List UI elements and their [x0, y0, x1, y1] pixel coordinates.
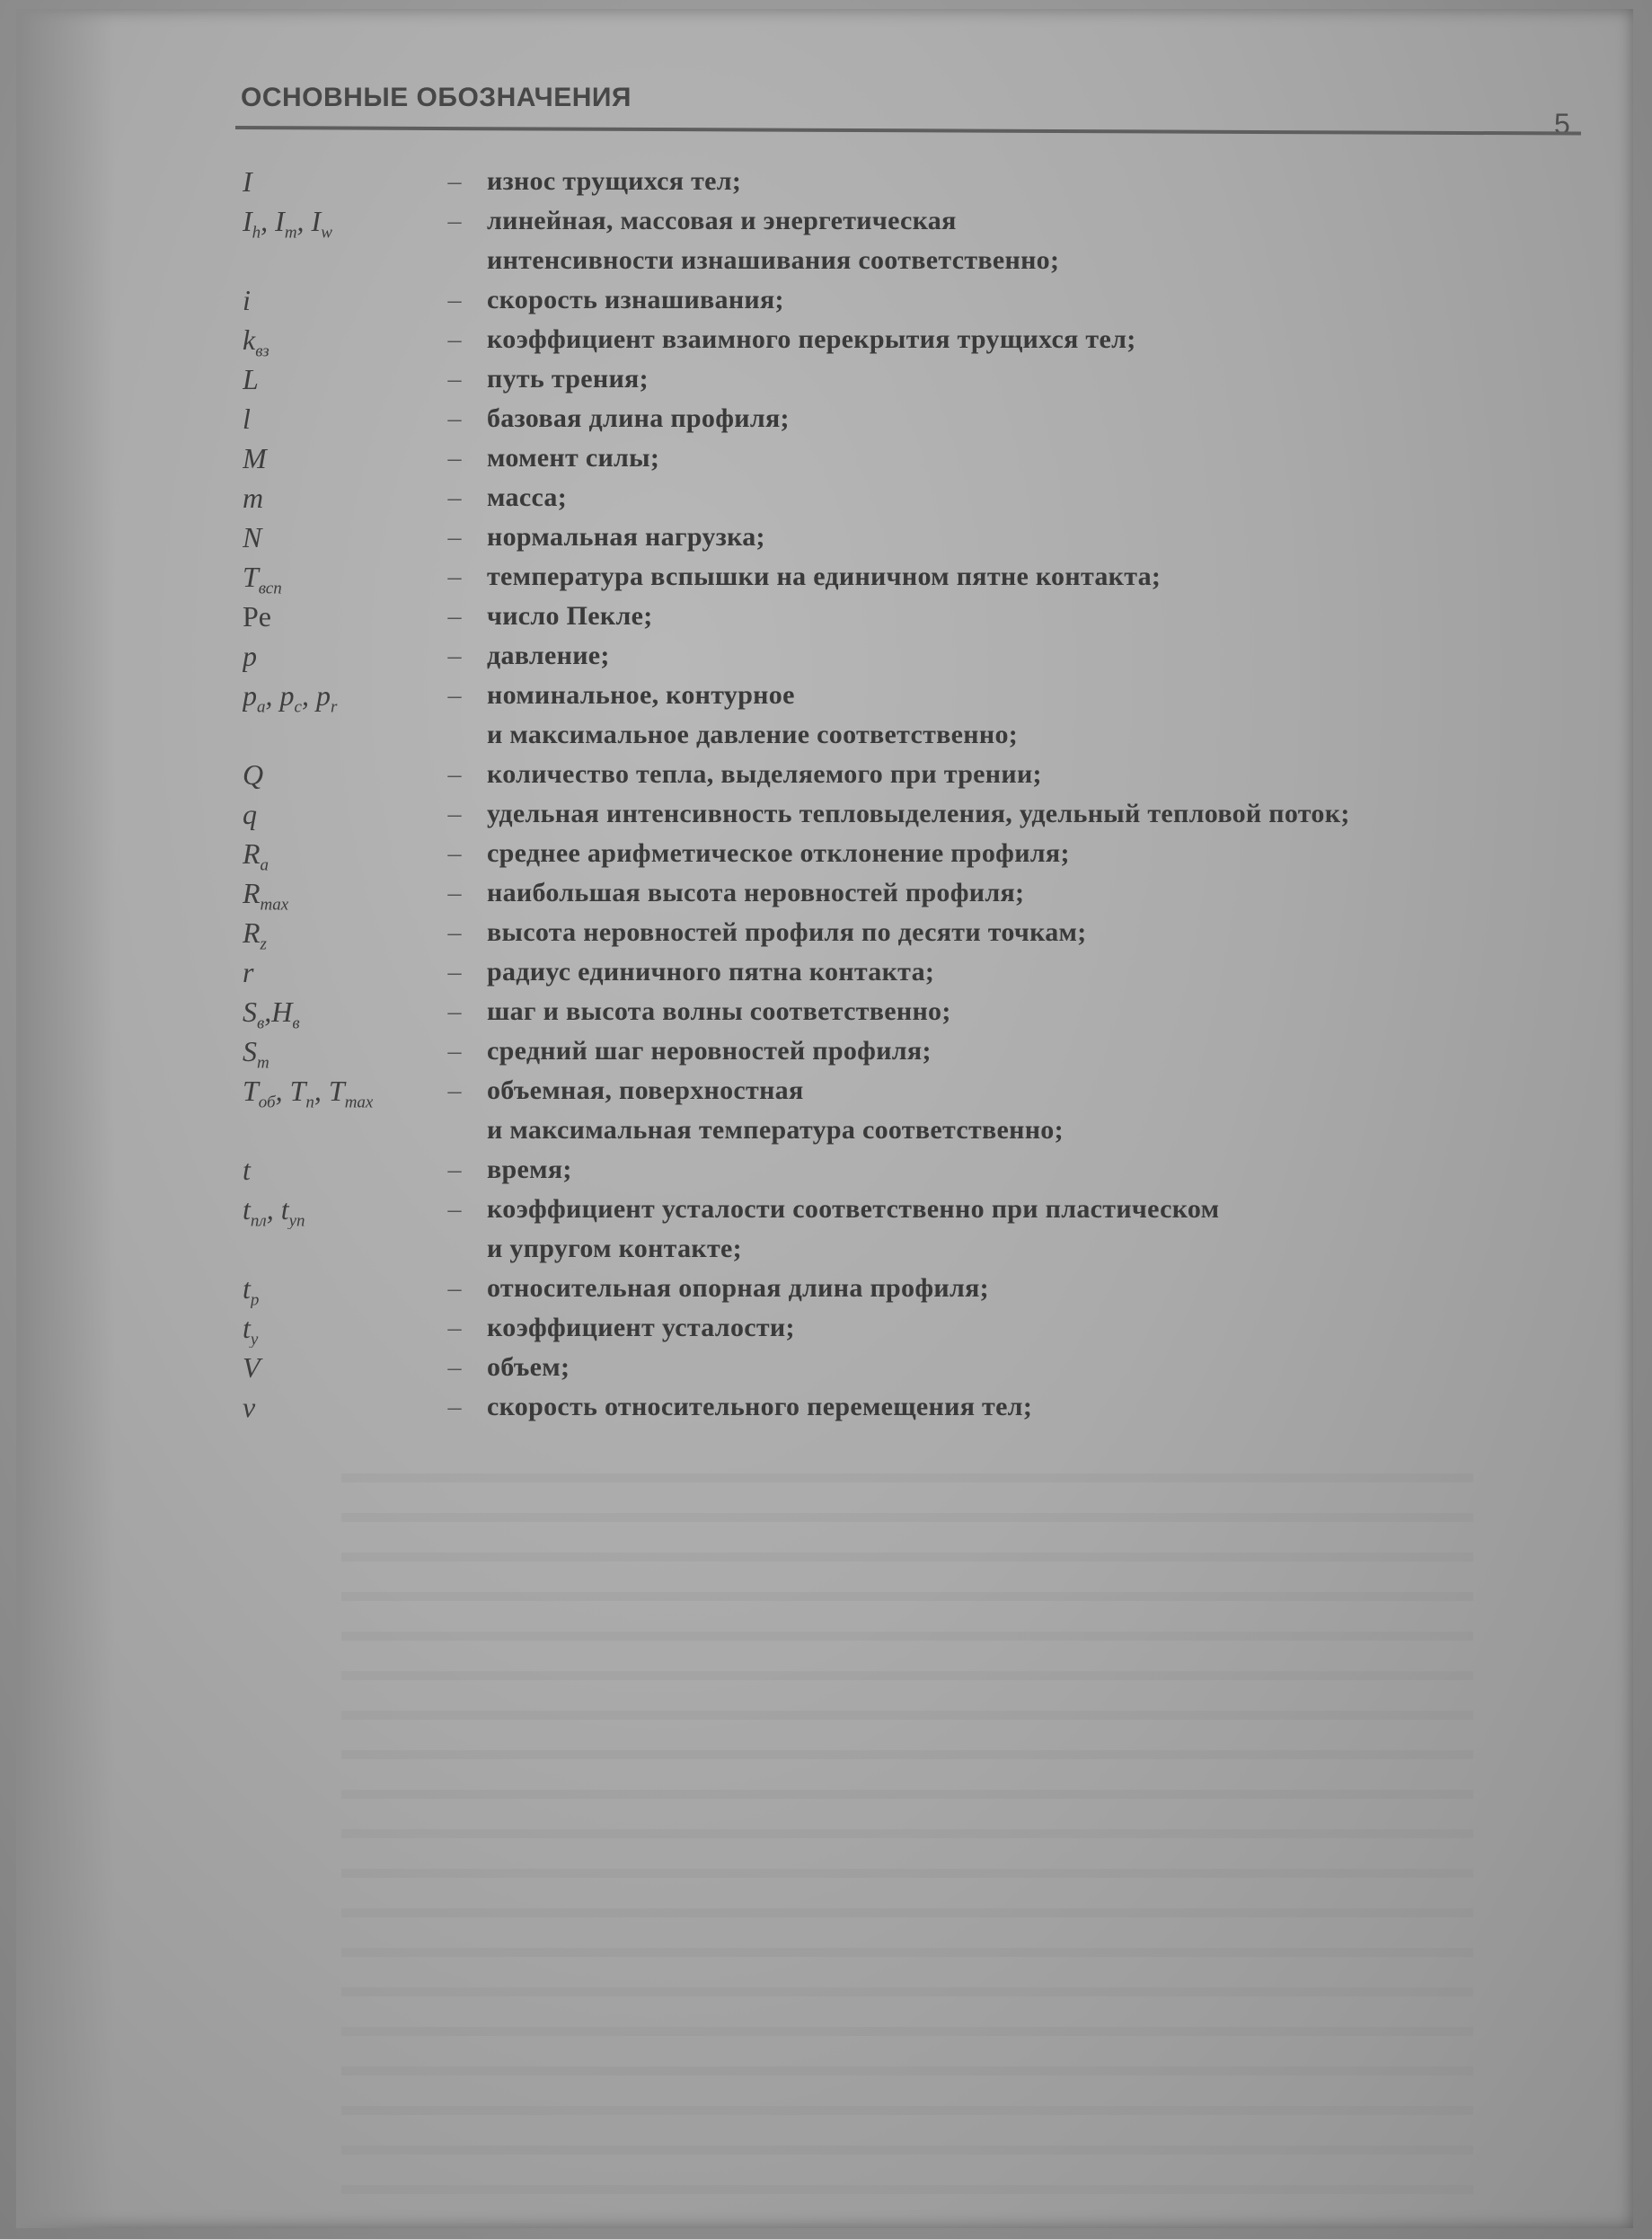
symbol-entry	[243, 1387, 1572, 1427]
description-line: средний шаг неровностей профиля;	[487, 1036, 932, 1066]
symbol-letter: p	[243, 679, 257, 712]
symbol-subscript: max	[344, 1093, 374, 1111]
symbol-entry	[243, 162, 1572, 201]
running-title: ОСНОВНЫЕ ОБОЗНАЧЕНИЯ	[241, 83, 632, 112]
symbol-letter: R	[243, 837, 261, 870]
symbol-letter: M	[243, 442, 267, 474]
dash-separator: –	[447, 878, 462, 907]
description-line: высота неровностей профиля по десяти точкам;	[487, 917, 1087, 947]
symbol-letter: , T	[314, 1075, 345, 1107]
description-line: радиус единичного пятна контакта;	[487, 957, 935, 987]
symbol-description	[487, 438, 1572, 478]
symbol-description	[487, 478, 1572, 518]
description-line: наибольшая высота неровностей профиля;	[487, 878, 1025, 907]
symbol-subscript: пл	[250, 1211, 267, 1229]
show-through-text	[341, 1473, 1473, 2210]
symbols-list	[243, 162, 1572, 1427]
symbol-notation	[243, 676, 422, 715]
symbol-subscript: y	[250, 1330, 259, 1348]
symbol-entry	[243, 794, 1572, 834]
symbol-entry	[243, 1031, 1572, 1071]
symbol-description	[487, 557, 1572, 597]
description-line: коэффициент усталости;	[487, 1313, 795, 1342]
symbol-letter: R	[243, 877, 261, 909]
symbol-notation	[243, 557, 422, 597]
symbol-subscript: уп	[288, 1211, 305, 1229]
dash-separator: –	[447, 1155, 462, 1184]
symbol-letter: i	[243, 284, 251, 316]
symbol-notation	[243, 597, 422, 636]
symbol-entry	[243, 1150, 1572, 1190]
symbol-subscript: в	[257, 1013, 265, 1031]
dash-separator: –	[447, 996, 462, 1026]
symbol-letter: p	[243, 640, 257, 672]
symbol-notation	[243, 201, 422, 241]
dash-separator: –	[447, 482, 462, 512]
symbol-entry	[243, 1071, 1572, 1150]
symbol-notation	[243, 952, 422, 992]
description-line: базовая длина профиля;	[487, 403, 790, 433]
dash-separator: –	[447, 957, 462, 987]
symbol-letter: , p	[301, 679, 331, 712]
description-line: температура вспышки на единичном пятне контакта;	[487, 562, 1162, 591]
symbol-entry	[243, 1190, 1572, 1269]
symbol-letter: Q	[243, 758, 264, 791]
symbol-entry	[243, 992, 1572, 1031]
dash-separator: –	[447, 522, 462, 552]
symbol-subscript: p	[250, 1290, 260, 1308]
description-line: число Пекле;	[487, 601, 653, 631]
symbol-entry	[243, 557, 1572, 597]
symbol-subscript: в	[292, 1013, 300, 1031]
symbol-entry	[243, 399, 1572, 438]
symbol-subscript: п	[305, 1093, 314, 1111]
description-line: шаг и высота волны соответственно;	[487, 996, 951, 1026]
dash-separator: –	[447, 799, 462, 828]
symbol-letter: , T	[275, 1075, 306, 1107]
symbol-description	[487, 1348, 1572, 1387]
symbol-entry	[243, 1269, 1572, 1308]
dash-separator: –	[447, 1352, 462, 1382]
symbol-letter: m	[243, 482, 264, 514]
symbol-description	[487, 913, 1572, 952]
description-line: масса;	[487, 482, 568, 512]
symbol-description	[487, 162, 1572, 201]
dash-separator: –	[447, 1194, 462, 1224]
symbol-notation	[243, 478, 422, 518]
dash-separator: –	[447, 324, 462, 354]
symbol-letter: l	[243, 403, 251, 435]
description-line: скорость относительного перемещения тел;	[487, 1392, 1033, 1421]
symbol-notation	[243, 755, 422, 794]
symbol-letter: I	[243, 205, 252, 237]
symbol-description	[487, 597, 1572, 636]
symbol-notation	[243, 636, 422, 676]
symbol-notation	[243, 873, 422, 913]
description-line: время;	[487, 1155, 572, 1184]
description-line: объем;	[487, 1352, 570, 1382]
symbol-subscript: m	[257, 1053, 269, 1071]
symbol-description	[487, 201, 1572, 280]
symbol-entry	[243, 478, 1572, 518]
symbol-description	[487, 873, 1572, 913]
symbol-letter: S	[243, 1035, 257, 1067]
symbol-letter: , p	[265, 679, 295, 712]
symbol-letter: t	[243, 1154, 251, 1186]
symbol-entry	[243, 676, 1572, 755]
symbol-entry	[243, 280, 1572, 320]
description-line: и максимальная температура соответственно;	[487, 1115, 1064, 1145]
dash-separator: –	[447, 1273, 462, 1303]
symbol-description	[487, 636, 1572, 676]
symbol-description	[487, 834, 1572, 873]
symbol-notation	[243, 399, 422, 438]
dash-separator: –	[447, 838, 462, 868]
description-line: объемная, поверхностная	[487, 1075, 804, 1105]
description-line: коэффициент взаимного перекрытия трущихся тел;	[487, 324, 1136, 354]
description-line: относительная опорная длина профиля;	[487, 1273, 989, 1303]
symbol-entry	[243, 597, 1572, 636]
symbol-notation	[243, 1190, 422, 1229]
symbol-description	[487, 676, 1572, 755]
page-gutter-shadow	[16, 9, 115, 2228]
symbol-subscript: max	[260, 895, 289, 913]
symbol-subscript: всп	[258, 579, 282, 597]
symbol-notation	[243, 1150, 422, 1190]
symbol-subscript: z	[260, 934, 267, 952]
symbol-letter: R	[243, 916, 261, 949]
dash-separator: –	[447, 1036, 462, 1066]
symbol-subscript: h	[252, 223, 261, 241]
symbol-description	[487, 518, 1572, 557]
symbol-letter: Pe	[243, 600, 271, 633]
dash-separator: –	[447, 759, 462, 789]
symbol-notation	[243, 280, 422, 320]
symbol-letter: , I	[296, 205, 322, 237]
symbol-letter: q	[243, 798, 257, 830]
symbol-entry	[243, 952, 1572, 992]
description-line: линейная, массовая и энергетическая	[487, 206, 957, 235]
dash-separator: –	[447, 166, 462, 196]
description-line: и максимальное давление соответственно;	[487, 720, 1019, 749]
dash-separator: –	[447, 443, 462, 473]
symbol-letter: V	[243, 1351, 261, 1384]
symbol-letter: t	[243, 1312, 251, 1344]
symbol-notation	[243, 1387, 422, 1427]
dash-separator: –	[447, 1075, 462, 1105]
description-line: среднее арифметическое отклонение профиля;	[487, 838, 1070, 868]
symbol-letter: T	[243, 1075, 259, 1107]
dash-separator: –	[447, 680, 462, 710]
dash-separator: –	[447, 1392, 462, 1421]
symbol-letter: t	[243, 1272, 251, 1305]
symbol-notation	[243, 1031, 422, 1071]
symbol-notation	[243, 518, 422, 557]
symbol-letter: L	[243, 363, 259, 395]
symbol-entry	[243, 873, 1572, 913]
symbol-letter: T	[243, 561, 259, 593]
dash-separator: –	[447, 917, 462, 947]
description-line: давление;	[487, 641, 610, 670]
symbol-subscript: m	[284, 223, 297, 241]
dash-separator: –	[447, 601, 462, 631]
symbol-notation	[243, 359, 422, 399]
symbol-description	[487, 1150, 1572, 1190]
symbol-subscript: об	[258, 1093, 276, 1111]
description-line: номинальное, контурное	[487, 680, 795, 710]
dash-separator: –	[447, 206, 462, 235]
page-number: 5	[1554, 108, 1570, 140]
description-line: нормальная нагрузка;	[487, 522, 765, 552]
symbol-subscript: a	[260, 855, 269, 873]
description-line: коэффициент усталости соответственно при пластическом	[487, 1194, 1220, 1224]
description-line: момент силы;	[487, 443, 660, 473]
description-line: и упругом контакте;	[487, 1234, 742, 1263]
symbol-letter: v	[243, 1391, 256, 1423]
dash-separator: –	[447, 285, 462, 314]
symbol-letter: , I	[261, 205, 285, 237]
symbol-notation	[243, 162, 422, 201]
symbol-notation	[243, 992, 422, 1031]
symbol-subscript: w	[321, 223, 332, 241]
symbol-letter: I	[243, 165, 252, 198]
dash-separator: –	[447, 641, 462, 670]
symbol-notation	[243, 834, 422, 873]
symbol-description	[487, 952, 1572, 992]
dash-separator: –	[447, 403, 462, 433]
symbol-description	[487, 1190, 1572, 1269]
symbol-entry	[243, 518, 1572, 557]
symbol-letter: k	[243, 323, 256, 356]
description-line: удельная интенсивность тепловыделения, удельный тепловой поток;	[487, 799, 1350, 828]
symbol-letter: r	[243, 956, 254, 988]
symbol-entry	[243, 1308, 1572, 1348]
symbol-entry	[243, 359, 1572, 399]
symbol-notation	[243, 794, 422, 834]
symbol-description	[487, 399, 1572, 438]
symbol-entry	[243, 320, 1572, 359]
symbol-letter: , t	[266, 1193, 289, 1226]
description-line: количество тепла, выделяемого при трении;	[487, 759, 1042, 789]
symbol-description	[487, 359, 1572, 399]
symbol-description	[487, 1387, 1572, 1427]
symbol-description	[487, 1071, 1572, 1150]
dash-separator: –	[447, 562, 462, 591]
symbol-subscript: a	[257, 697, 266, 715]
symbol-entry	[243, 201, 1572, 280]
symbol-entry	[243, 834, 1572, 873]
symbol-description	[487, 755, 1572, 794]
symbol-letter: S	[243, 996, 257, 1028]
dash-separator: –	[447, 1313, 462, 1342]
symbol-subscript: вз	[255, 341, 269, 359]
symbol-entry	[243, 438, 1572, 478]
description-line: скорость изнашивания;	[487, 285, 784, 314]
symbol-description	[487, 1308, 1572, 1348]
dash-separator: –	[447, 364, 462, 394]
symbol-subscript: c	[294, 697, 302, 715]
symbol-notation	[243, 1269, 422, 1308]
symbol-notation	[243, 1308, 422, 1348]
symbol-notation	[243, 320, 422, 359]
symbol-letter: t	[243, 1193, 251, 1226]
symbol-description	[487, 794, 1572, 834]
symbol-entry	[243, 1348, 1572, 1387]
description-line: износ трущихся тел;	[487, 166, 742, 196]
symbol-notation	[243, 913, 422, 952]
description-line: интенсивности изнашивания соответственно;	[487, 245, 1060, 275]
symbol-notation	[243, 438, 422, 478]
symbol-entry	[243, 636, 1572, 676]
symbol-description	[487, 1031, 1572, 1071]
symbol-entry	[243, 755, 1572, 794]
symbol-letter: ,H	[264, 996, 293, 1028]
description-line: путь трения;	[487, 364, 649, 394]
symbol-subscript: r	[330, 697, 338, 715]
symbol-notation	[243, 1071, 422, 1111]
symbol-description	[487, 1269, 1572, 1308]
symbol-description	[487, 992, 1572, 1031]
symbol-notation	[243, 1348, 422, 1387]
symbol-description	[487, 280, 1572, 320]
symbol-entry	[243, 913, 1572, 952]
symbol-description	[487, 320, 1572, 359]
symbol-letter: N	[243, 521, 262, 553]
